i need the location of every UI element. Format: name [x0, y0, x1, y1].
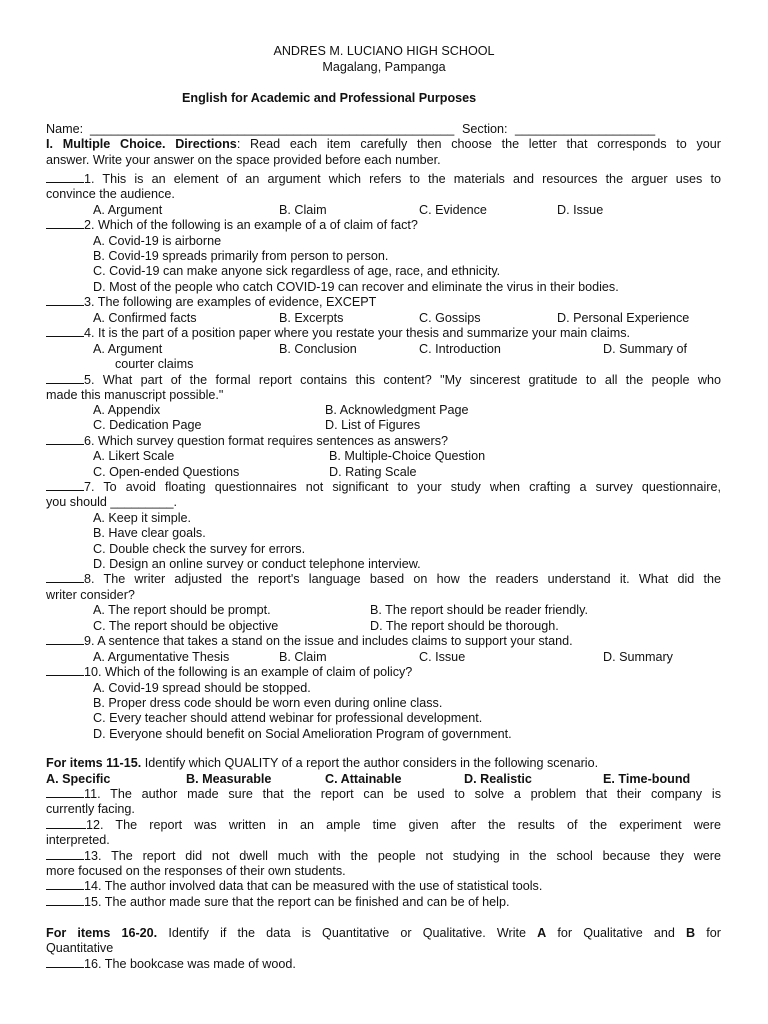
part2-lead: For items 11-15.: [46, 756, 142, 770]
q8-option-b: B. The report should be reader friendly.: [370, 603, 588, 617]
part3-instructions: [46, 926, 721, 941]
question-13-text: 13. The report did not dwell much with the people not studying in the school because they were: [84, 849, 721, 863]
directions-line-2: answer. Write your answer on the space provided before each number.: [46, 153, 441, 167]
answer-blank-15[interactable]: [46, 895, 84, 906]
answer-blank-4[interactable]: [46, 326, 84, 337]
q8-option-c: C. The report should be objective: [93, 619, 279, 633]
question-15: [46, 895, 509, 910]
question-6-text: 6. Which survey question format requires sentences as answers?: [84, 434, 448, 448]
question-8: [46, 572, 721, 587]
q5-option-b: B. Acknowledgment Page: [325, 403, 469, 417]
question-9: [46, 634, 573, 649]
directions-line-1: [46, 137, 721, 152]
part3-bold-b: B: [686, 926, 696, 940]
q3-option-b: B. Excerpts: [279, 311, 344, 325]
question-7-cont: you should _________.: [46, 495, 177, 509]
q9-option-a: A. Argumentative Thesis: [93, 650, 230, 664]
q7-option-a: A. Keep it simple.: [93, 511, 191, 525]
q8-option-a: A. The report should be prompt.: [93, 603, 271, 617]
question-13: [46, 849, 721, 864]
question-2-text: 2. Which of the following is an example of a of claim of fact?: [84, 218, 418, 232]
question-15-text: 15. The author made sure that the report can be finished and can be of help.: [84, 895, 510, 909]
q5-option-c: C. Dedication Page: [93, 418, 202, 432]
q6-option-b: B. Multiple-Choice Question: [329, 449, 486, 463]
name-label: Name:: [46, 122, 84, 136]
answer-blank-14[interactable]: [46, 879, 84, 890]
q5-option-d: D. List of Figures: [325, 418, 421, 432]
q9-option-c: C. Issue: [419, 650, 466, 664]
question-8-text: 8. The writer adjusted the report's language based on how the readers understand it. What did the: [84, 572, 721, 586]
question-14: [46, 879, 542, 894]
q1-option-c: C. Evidence: [419, 203, 487, 217]
q6-option-a: A. Likert Scale: [93, 449, 175, 463]
school-name: ANDRES M. LUCIANO HIGH SCHOOL: [273, 44, 495, 58]
question-8-cont: writer consider?: [46, 588, 135, 602]
question-13-cont: more focused on the responses of their own students.: [46, 864, 346, 878]
directions-text-a: : Read each item carefully then choose the letter that corresponds to your: [236, 137, 721, 151]
answer-blank-16[interactable]: [46, 957, 84, 968]
question-16: [46, 957, 296, 972]
question-12-cont: interpreted.: [46, 833, 110, 847]
question-4: [46, 326, 630, 341]
part3-lead-text-b: for Qualitative and: [546, 926, 687, 940]
q2-option-b: B. Covid-19 spreads primarily from person to person.: [93, 249, 389, 263]
question-3-text: 3. The following are examples of evidence, EXCEPT: [84, 295, 377, 309]
q4-option-c: C. Introduction: [419, 342, 501, 356]
answer-blank-1[interactable]: [46, 172, 84, 183]
q10-option-a: A. Covid-19 spread should be stopped.: [93, 681, 311, 695]
question-10-text: 10. Which of the following is an example of claim of policy?: [84, 665, 413, 679]
q3-option-d: D. Personal Experience: [557, 311, 690, 325]
question-12-text: 12. The report was written in an ample time given after the results of the experiment were: [86, 818, 721, 832]
q2-option-c: C. Covid-19 can make anyone sick regardless of age, race, and ethnicity.: [93, 264, 501, 278]
part3-lead: For items 16-20.: [46, 926, 158, 940]
q7-option-c: C. Double check the survey for errors.: [93, 542, 306, 556]
name-blank[interactable]: ____________________________________________________: [90, 122, 455, 136]
question-9-text: 9. A sentence that takes a stand on the issue and includes claims to support your stand.: [84, 634, 573, 648]
quality-d: D. Realistic: [464, 772, 532, 786]
part3-instructions-cont: Quantitative: [46, 941, 114, 955]
q6-option-c: C. Open-ended Questions: [93, 465, 240, 479]
answer-blank-12[interactable]: [46, 818, 86, 829]
q5-option-a: A. Appendix: [93, 403, 161, 417]
answer-blank-9[interactable]: [46, 634, 84, 645]
q9-option-b: B. Claim: [279, 650, 327, 664]
question-5: [46, 373, 721, 388]
part1-title: I. Multiple Choice. Directions: [46, 137, 237, 151]
q10-option-d: D. Everyone should benefit on Social Amelioration Program of government.: [93, 727, 512, 741]
question-1: [46, 172, 721, 187]
q10-option-b: B. Proper dress code should be worn even during online class.: [93, 696, 443, 710]
question-11: [46, 787, 721, 802]
question-7: [46, 480, 721, 495]
question-5-cont: made this manuscript possible.": [46, 388, 224, 402]
part3-lead-text-c: for: [695, 926, 721, 940]
part2-lead-text: Identify which QUALITY of a report the author considers in the following scenario.: [141, 756, 599, 770]
part3-bold-a: A: [537, 926, 547, 940]
question-11-text: 11. The author made sure that the report can be used to solve a problem that their company is: [84, 787, 721, 801]
q8-option-d: D. The report should be thorough.: [370, 619, 559, 633]
part2-instructions: [46, 756, 598, 771]
section-blank[interactable]: ____________________: [515, 122, 656, 136]
q4-option-a: A. Argument: [93, 342, 163, 356]
question-14-text: 14. The author involved data that can be measured with the use of statistical tools.: [84, 879, 543, 893]
question-16-text: 16. The bookcase was made of wood.: [84, 957, 296, 971]
q4-option-d: D. Summary of: [603, 342, 687, 356]
question-12: [46, 818, 721, 833]
q1-option-d: D. Issue: [557, 203, 604, 217]
q6-option-d: D. Rating Scale: [329, 465, 417, 479]
quality-a: A. Specific: [46, 772, 111, 786]
answer-blank-6[interactable]: [46, 434, 84, 445]
q4-option-a-cont: courter claims: [115, 357, 194, 371]
q7-option-b: B. Have clear goals.: [93, 526, 206, 540]
answer-blank-7[interactable]: [46, 480, 84, 491]
question-2: [46, 218, 418, 233]
answer-blank-5[interactable]: [46, 373, 84, 384]
question-7-text: 7. To avoid floating questionnaires not significant to your study when crafting a survey questionnaire,: [84, 480, 721, 494]
section-label: Section:: [462, 122, 508, 136]
question-1-text: 1. This is an element of an argument which refers to the materials and resources the arguer uses to: [84, 172, 721, 186]
q4-option-b: B. Conclusion: [279, 342, 357, 356]
quality-e: E. Time-bound: [603, 772, 691, 786]
q1-option-b: B. Claim: [279, 203, 327, 217]
question-4-text: 4. It is the part of a position paper where you restate your thesis and summarize your main claims.: [84, 326, 630, 340]
answer-blank-8[interactable]: [46, 572, 84, 583]
quality-c: C. Attainable: [325, 772, 402, 786]
q3-option-a: A. Confirmed facts: [93, 311, 197, 325]
answer-blank-11[interactable]: [46, 787, 84, 798]
school-location: Magalang, Pampanga: [322, 60, 446, 74]
q3-option-c: C. Gossips: [419, 311, 481, 325]
q9-option-d: D. Summary: [603, 650, 673, 664]
answer-blank-10[interactable]: [46, 665, 84, 676]
part3-lead-text-a: Identify if the data is Quantitative or Qualitative. Write: [157, 926, 538, 940]
question-1-cont: convince the audience.: [46, 187, 175, 201]
question-6: [46, 434, 448, 449]
q7-option-d: D. Design an online survey or conduct telephone interview.: [93, 557, 421, 571]
q2-option-d: D. Most of the people who catch COVID-19 can recover and eliminate the virus in their bodies.: [93, 280, 619, 294]
q10-option-c: C. Every teacher should attend webinar for professional development.: [93, 711, 483, 725]
question-11-cont: currently facing.: [46, 802, 135, 816]
question-3: [46, 295, 376, 310]
answer-blank-3[interactable]: [46, 295, 84, 306]
q2-option-a: A. Covid-19 is airborne: [93, 234, 222, 248]
answer-blank-2[interactable]: [46, 218, 84, 229]
quality-b: B. Measurable: [186, 772, 272, 786]
q1-option-a: A. Argument: [93, 203, 163, 217]
question-5-text: 5. What part of the formal report contains this content? "My sincerest gratitude to all the people who: [84, 373, 721, 387]
question-10: [46, 665, 412, 680]
subject-title: English for Academic and Professional Purposes: [182, 91, 477, 105]
answer-blank-13[interactable]: [46, 849, 84, 860]
